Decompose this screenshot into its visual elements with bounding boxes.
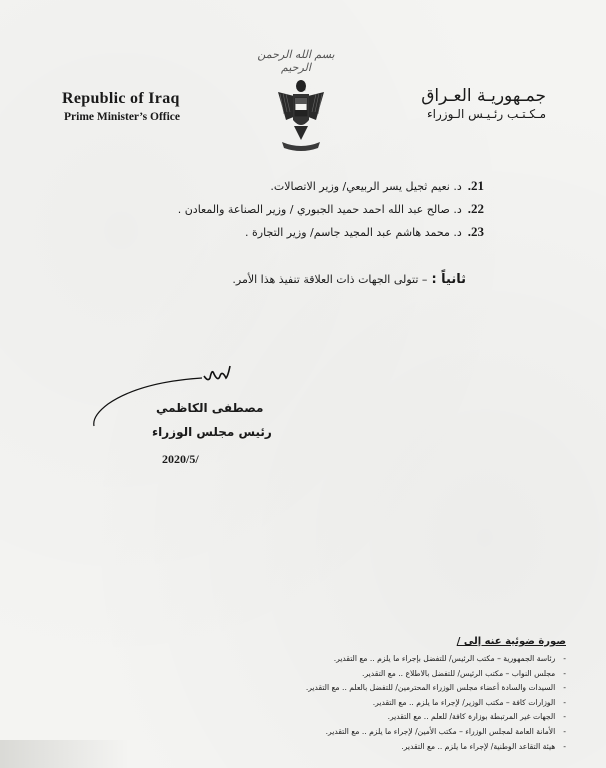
item-text: د. محمد هاشم عبد المجيد جاسم/ وزير التجارة . <box>245 226 462 239</box>
english-title: Republic of Iraq <box>62 90 180 107</box>
secondly-text: – تتولى الجهات ذات العلاقة تنفيذ هذا الأمر. <box>232 273 428 286</box>
list-item: -الجهات غير المرتبطة بوزارة كافة/ للعلم .. مع التقدير. <box>387 712 566 722</box>
list-item: -السيدات والسادة أعضاء مجلس الوزراء المحترمين/ للتفضل بالعلم .. مع التقدير. <box>305 683 566 693</box>
list-item: -مجلس النواب – مكتب الرئيس/ للتفضل بالاطلاع .. مع التقدير. <box>362 668 566 678</box>
list-item <box>270 178 484 194</box>
item-number: 23. <box>467 224 484 239</box>
copy-text: رئاسة الجمهورية – مكتب الرئيس/ للتفضل بإجراء ما يلزم .. مع التقدير. <box>333 654 556 663</box>
copy-text: مجلس النواب – مكتب الرئيس/ للتفضل بالاطلاع .. مع التقدير. <box>362 668 556 678</box>
signatory-role: رئيس مجلس الوزراء <box>152 425 272 439</box>
secondly-label: ثانياً : <box>431 272 466 287</box>
signatory-name: مصطفى الكاظمي <box>156 401 264 415</box>
scan-shadow <box>0 740 130 768</box>
secondly-clause <box>232 272 466 287</box>
item-number: 22. <box>467 201 484 216</box>
iraq-eagle-emblem-icon <box>274 76 328 156</box>
copy-text: الجهات غير المرتبطة بوزارة كافة/ للعلم .. مع التقدير. <box>387 712 556 722</box>
list-item: -الوزارات كافة – مكتب الوزير/ لإجراء ما يلزم .. مع التقدير. <box>372 697 566 707</box>
list-item <box>245 224 484 240</box>
list-item: -رئاسة الجمهورية – مكتب الرئيس/ للتفضل بإجراء ما يلزم .. مع التقدير. <box>333 654 566 663</box>
item-number: 21. <box>467 178 484 193</box>
document-date: 2020/5/ <box>162 452 199 466</box>
copy-text: السيدات والسادة أعضاء مجلس الوزراء المحترمين/ للتفضل بالعلم .. مع التقدير. <box>305 683 556 693</box>
list-item <box>178 201 484 217</box>
list-item: -الأمانة العامة لمجلس الوزراء – مكتب الأمين/ لإجراء ما يلزم .. مع التقدير. <box>325 726 566 736</box>
copies-list <box>236 652 566 754</box>
handwritten-signature-icon <box>80 352 240 432</box>
list-item: -هيئة التقاعد الوطنية/ لإجراء ما يلزم .. مع التقدير. <box>401 741 566 751</box>
english-subtitle: Prime Minister’s Office <box>64 111 181 123</box>
copy-text: هيئة التقاعد الوطنية/ لإجراء ما يلزم .. مع التقدير. <box>401 741 556 751</box>
copy-text: الأمانة العامة لمجلس الوزراء – مكتب الأمين/ لإجراء ما يلزم .. مع التقدير. <box>325 726 556 736</box>
copies-heading: صورة ضوئية عنه إلى / <box>456 636 566 647</box>
arabic-subtitle: مـكـتـب رئـيـس الـوزراء <box>427 107 546 121</box>
copy-text: الوزارات كافة – مكتب الوزير/ لإجراء ما يلزم .. مع التقدير. <box>372 697 556 707</box>
basmala-calligraphy: بسم الله الرحمن الرحيم <box>257 48 335 74</box>
arabic-title: جمـهوريـة العـراق <box>421 86 546 106</box>
item-text: د. صالح عبد الله احمد حميد الجبوري / وزير الصناعة والمعادن . <box>177 203 462 216</box>
item-text: د. نعيم ثجيل يسر الربيعي/ وزير الاتصالات. <box>270 180 462 193</box>
